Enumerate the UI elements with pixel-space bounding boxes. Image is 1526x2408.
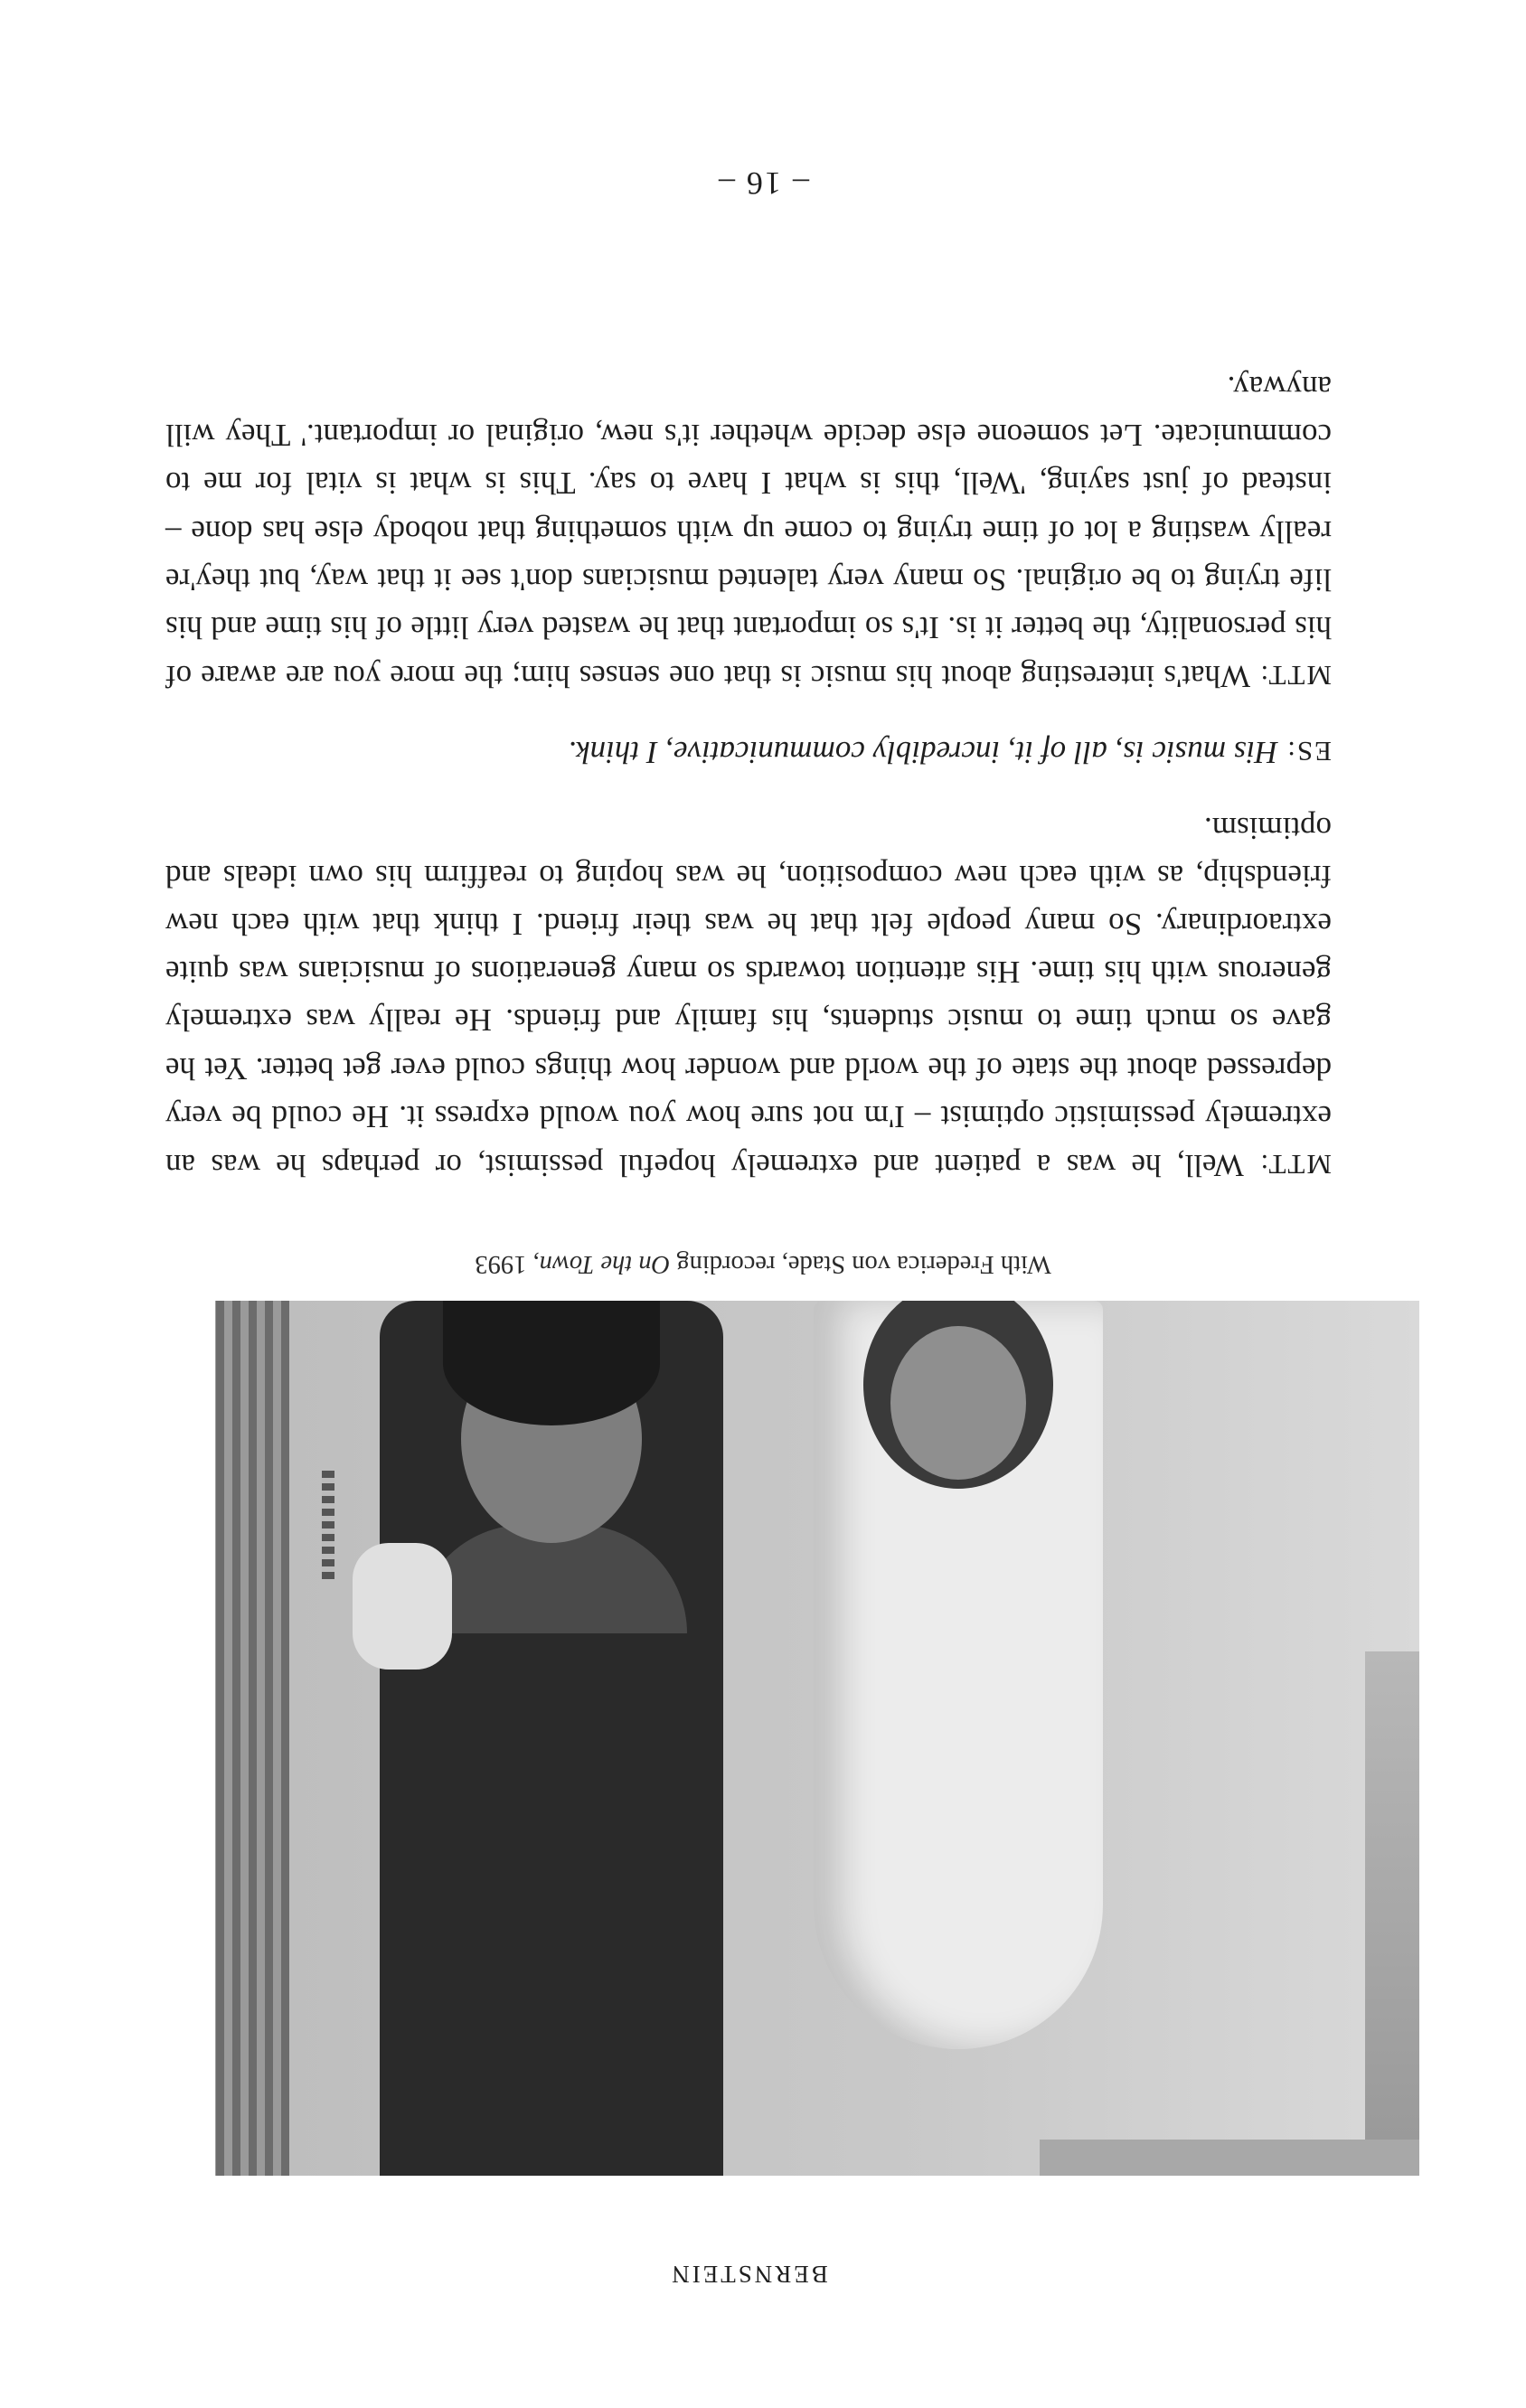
paragraph-mtt-2 [165, 363, 1332, 701]
paragraph-text: Well, he was a patient and extremely hopeful pessimist, or perhaps he was an extremely pessimistic optimist – I'm not sure how you would express it. He could be very depressed about the state of the world and wonder how things could ever get better. Yet he gave so much time to music students, his family and friends. He really was extremely generous with his time. His attention towards so many generations of musicians was quite extraordinary. So many people felt that he was their friend. I think that with each new friendship, as with each new composition, he was hoping to reaffirm his own ideals and optimism. [165, 810, 1332, 1183]
paragraph-mtt-1 [165, 804, 1332, 1190]
paragraph-es [165, 728, 1332, 776]
caption-prefix: With Frederica von Stade, recording [670, 1250, 1051, 1278]
paragraph-text: His music is, all of it, incredibly communicative, I think. [568, 735, 1286, 771]
photo-caption [362, 1249, 1164, 1278]
photo-hair-right [443, 1301, 660, 1425]
interview-text [165, 336, 1332, 1190]
photo-face-left [890, 1326, 1026, 1480]
photo-figure-frederica-von-stade [814, 1301, 1103, 2049]
photo-raised-hand [353, 1543, 452, 1670]
speaker-label: MTT: [1258, 660, 1332, 692]
photo-figure-bernstein [380, 1301, 723, 2176]
speaker-label: ES: [1286, 736, 1332, 768]
photo-wall-edge [1040, 2140, 1419, 2176]
photo-chain [322, 1471, 334, 1579]
photograph [215, 1301, 1419, 2176]
photo-door-frame [1365, 1651, 1419, 2140]
speaker-label: MTT: [1258, 1149, 1332, 1180]
paragraph-text: What's interesting about his music is that one senses him; the more you are aware of his personality, the better it is. It's so important that he wasted very little of his time and his life trying to be original. So many very talented musicians don't see it that way, but they're really wasting a lot of time trying to come up with something that nobody else has done – instead of just saying, 'Well, this is what I have to say. This is what is vital for me to communicate. Let someone else decide whether it's new, original or important.' They will anyway. [165, 369, 1332, 695]
page-number: – 16 – [717, 165, 809, 202]
caption-suffix: , 1993 [475, 1250, 540, 1278]
photo-curtain [215, 1301, 289, 2176]
running-head: BERNSTEIN [669, 2261, 828, 2288]
caption-title: On the Town [539, 1250, 671, 1278]
